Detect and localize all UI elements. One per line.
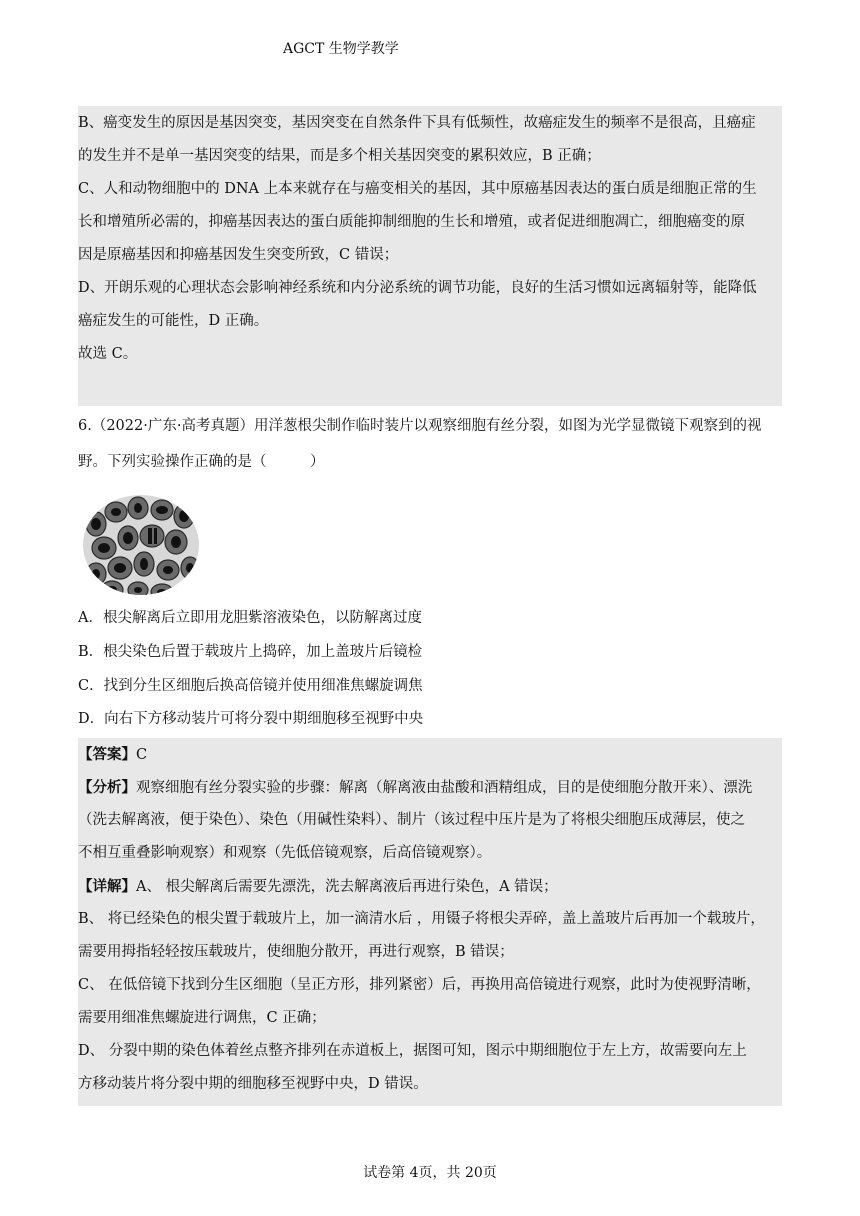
text-line: 故选 C。 xyxy=(78,346,138,362)
text-line: C、人和动物细胞中的 DNA 上本来就存在与癌变相关的基因，其中原癌基因表达的蛋白质是细胞正常的生 xyxy=(78,181,757,197)
text-line: 的发生并不是单一基因突变的结果，而是多个相关基因突变的累积效应，B 正确； xyxy=(78,148,601,164)
text-line: D、 分裂中期的染色体着丝点整齐排列在赤道板上，据图可知，图示中期细胞位于左上方，故需要向左上 xyxy=(78,1043,747,1059)
option-b: B．根尖染色后置于载玻片上捣碎，加上盖玻片后镜检 xyxy=(78,644,423,660)
answer-block-bottom xyxy=(78,738,782,1101)
text-line: D、开朗乐观的心理状态会影响神经系统和内分泌系统的调节功能，良好的生活习惯如远离辐射等，能降低 xyxy=(78,280,757,296)
detail-line xyxy=(78,870,782,903)
text-line: 观察细胞有丝分裂实验的步骤：解离（解离液由盐酸和酒精组成，目的是使细胞分散开来）、漂洗 xyxy=(136,780,753,796)
option-d: D．向右下方移动装片可将分裂中期细胞移至视野中央 xyxy=(78,711,424,727)
question-stem xyxy=(78,408,782,480)
analysis-tag: 【分析】 xyxy=(78,779,136,796)
answer-tag: 【答案】 xyxy=(78,746,136,763)
page-footer: 试卷第 4页，共 20页 xyxy=(363,1165,497,1181)
text-line: 不相互重叠影响观察）和观察（先低倍镜观察，后高倍镜观察）。 xyxy=(78,845,492,861)
answer-block-top xyxy=(78,107,782,371)
analysis-line xyxy=(78,771,782,804)
text-line: A、 根尖解离后需要先漂洗，洗去解离液后再进行染色，A 错误； xyxy=(136,879,558,895)
text-line: 因是原癌基因和抑癌基因发生突变所致，C 错误； xyxy=(78,247,399,263)
text-line: 需要用拇指轻轻按压载玻片，使细胞分散开，再进行观察，B 错误； xyxy=(78,944,514,960)
text-line: 野。下列实验操作正确的是（ ） xyxy=(78,454,325,470)
text-line: B、 将已经染色的根尖置于载玻片上，加一滴清水后 ，用镊子将根尖弄碎，盖上盖玻片后再加一个载玻片， xyxy=(78,911,765,927)
text-line: 需要用细准焦螺旋进行调焦，C 正确； xyxy=(78,1010,326,1026)
microscope-field-image xyxy=(82,494,200,596)
answer-line xyxy=(78,738,782,771)
text-line: 长和增殖所必需的，抑癌基因表达的蛋白质能抑制细胞的生长和增殖，或者促进细胞凋亡，细胞癌变的原 xyxy=(78,214,745,230)
text-line: 方移动装片将分裂中期的细胞移至视野中央，D 错误。 xyxy=(78,1076,428,1092)
page-header: AGCT 生物学教学 xyxy=(283,41,399,57)
text-line: 6.（2022·广东·高考真题）用洋葱根尖制作临时装片以观察细胞有丝分裂，如图为光学显微镜下观察到的视 xyxy=(78,418,762,434)
text-line: B、癌变发生的原因是基因突变，基因突变在自然条件下具有低频性，故癌症发生的频率不是很高，且癌症 xyxy=(78,115,756,131)
option-c: C．找到分生区细胞后换高倍镜并使用细准焦螺旋调焦 xyxy=(78,678,423,694)
option-a: A．根尖解离后立即用龙胆紫溶液染色，以防解离过度 xyxy=(78,610,422,626)
detail-tag: 【详解】 xyxy=(78,878,136,895)
text-line: C、 在低倍镜下找到分生区细胞（呈正方形，排列紧密）后，再换用高倍镜进行观察，此时为使视野清晰， xyxy=(78,977,761,993)
text-line: （洗去解离液，便于染色）、染色（用碱性染料）、制片（该过程中压片是为了将根尖细胞压成薄层，使之 xyxy=(78,812,745,828)
text-line: 癌症发生的可能性，D 正确。 xyxy=(78,313,269,329)
answer-value: C xyxy=(136,747,148,763)
